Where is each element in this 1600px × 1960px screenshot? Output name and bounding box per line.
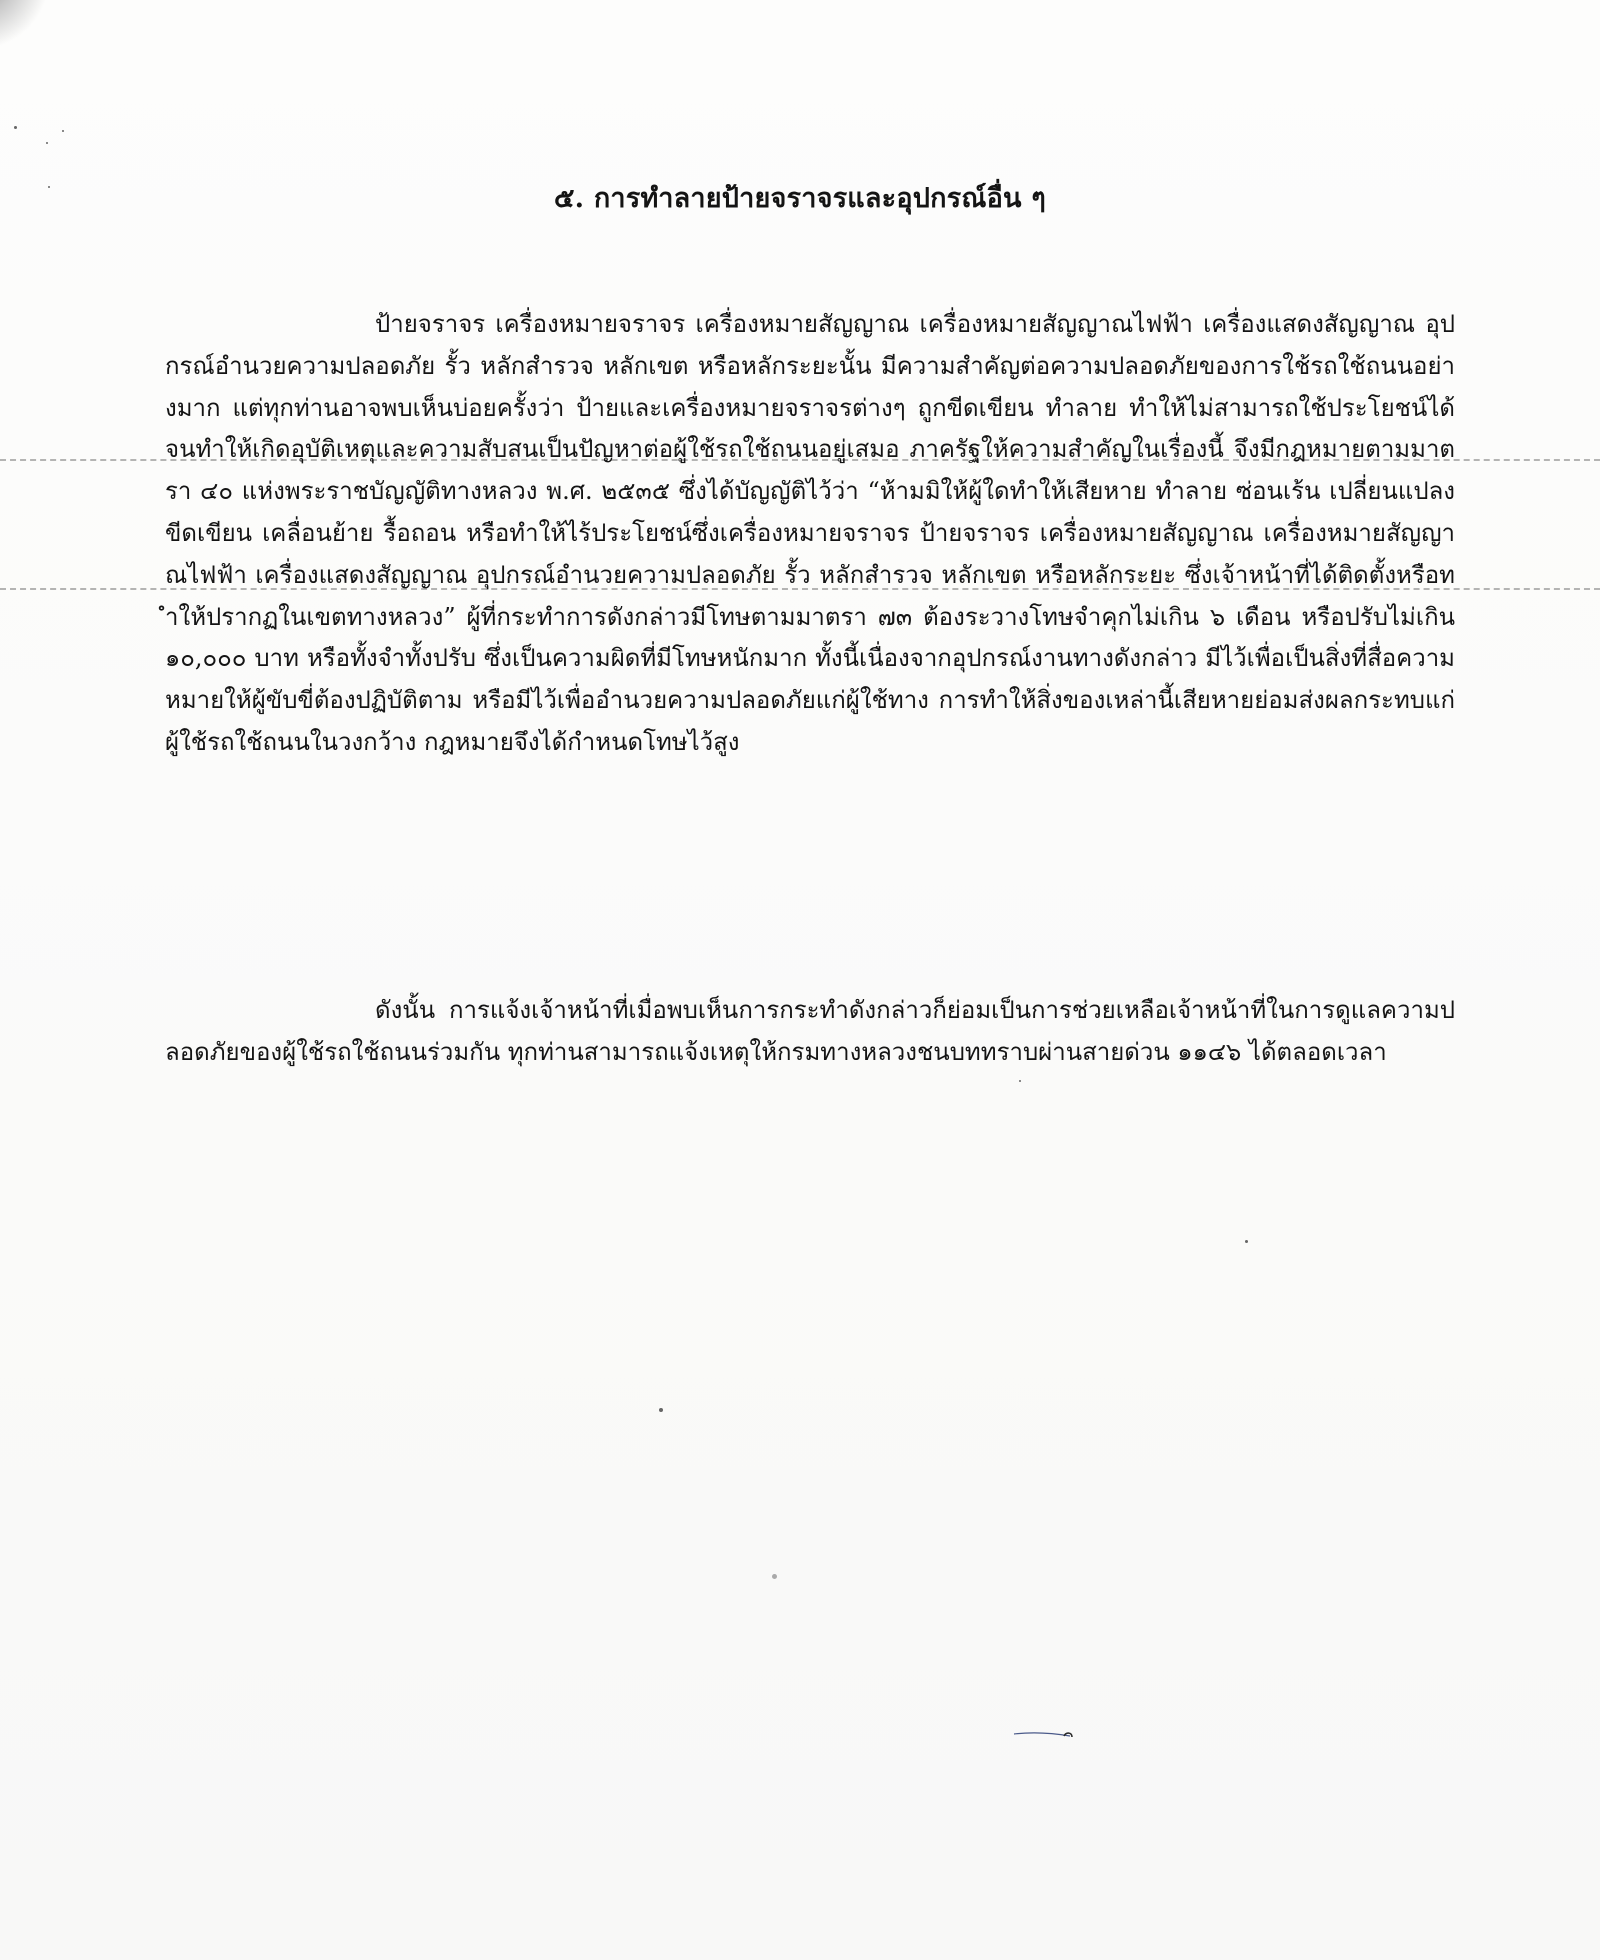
body-paragraph: ป้ายจราจร เครื่องหมายจราจร เครื่องหมายสัญญาณ เครื่องหมายสัญญาณไฟฟ้า เครื่องแสดงสัญญาณ อุปกรณ์อำนวยความปลอดภัย รั้ว หลักสำรวจ หลักเขต หรือหลักระยะนั้น มีความสำคัญต่อความปลอดภัยของการใช้รถใช้ถนนอย่างมาก แต่ทุกท่านอาจพบเห็นบ่อยครั้งว่า ป้ายและเครื่องหมายจราจรต่างๆ ถูกขีดเขียน ทำลาย ทำให้ไม่สามารถใช้ประโยชน์ได้ จนทำให้เกิดอุบัติเหตุและความสับสนเป็นปัญหาต่อผู้ใช้รถใช้ถนนอยู่เสมอ ภาครัฐให้ความสำคัญในเรื่องนี้ จึงมีกฎหมายตามมาตรา ๔๐ แห่งพระราชบัญญัติทางหลวง พ.ศ. ๒๕๓๕ ซึ่งได้บัญญัติไว้ว่า “ห้ามมิให้ผู้ใดทำให้เสียหาย ทำลาย ซ่อนเร้น เปลี่ยนแปลง ขีดเขียน เคลื่อนย้าย รื้อถอน หรือทำให้ไร้ประโยชน์ซึ่งเครื่องหมายจราจร ป้ายจราจร เครื่องหมายสัญญาณ เครื่องหมายสัญญาณไฟฟ้า เครื่องแสดงสัญญาณ อุปกรณ์อำนวยความปลอดภัย รั้ว หลักสำรวจ หลักเขต หรือหลักระยะ ซึ่งเจ้าหน้าที่ได้ติดตั้งหรือทำให้ปรากฏในเขตทางหลวง” ผู้ที่กระทำการดังกล่าวมีโทษตามมาตรา ๗๓ ต้องระวางโทษจำคุกไม่เกิน ๖ เดือน หรือปรับไม่เกิน ๑๐,๐๐๐ บาท หรือทั้งจำทั้งปรับ ซึ่งเป็นความผิดที่มีโทษหนักมาก ทั้งนี้เนื่องจากอุปกรณ์งานทางดังกล่าว มีไว้เพื่อเป็นสิ่งที่สื่อความหมายให้ผู้ขับขี่ต้องปฏิบัติตาม หรือมีไว้เพื่ออำนวยความปลอดภัยแก่ผู้ใช้ทาง การทำให้สิ่งของเหล่านี้เสียหายย่อมส่งผลกระทบแก่ผู้ใช้รถใช้ถนนในวงกว้าง กฎหมายจึงได้กำหนดโทษไว้สูง <box>165 310 1455 756</box>
dust-speck <box>659 1408 663 1412</box>
staple-shadow <box>0 0 50 50</box>
dust-speck <box>772 1574 777 1579</box>
dust-speck <box>1019 1080 1021 1082</box>
pen-mark <box>1012 1728 1092 1742</box>
dust-speck <box>62 130 64 132</box>
dust-speck <box>14 126 17 129</box>
dust-speck <box>1245 1240 1248 1243</box>
dust-speck <box>46 142 48 144</box>
document-title: ๕. การทำลายป้ายจราจรและอุปกรณ์อื่น ๆ <box>554 183 1046 214</box>
body-paragraph: ดังนั้น การแจ้งเจ้าหน้าที่เมื่อพบเห็นการกระทำดังกล่าวก็ย่อมเป็นการช่วยเหลือเจ้าหน้าที่ในการดูแลความปลอดภัยของผู้ใช้รถใช้ถนนร่วมกัน ทุกท่านสามารถแจ้งเหตุให้กรมทางหลวงชนบททราบผ่านสายด่วน ๑๑๔๖ ได้ตลอดเวลา <box>165 996 1455 1066</box>
